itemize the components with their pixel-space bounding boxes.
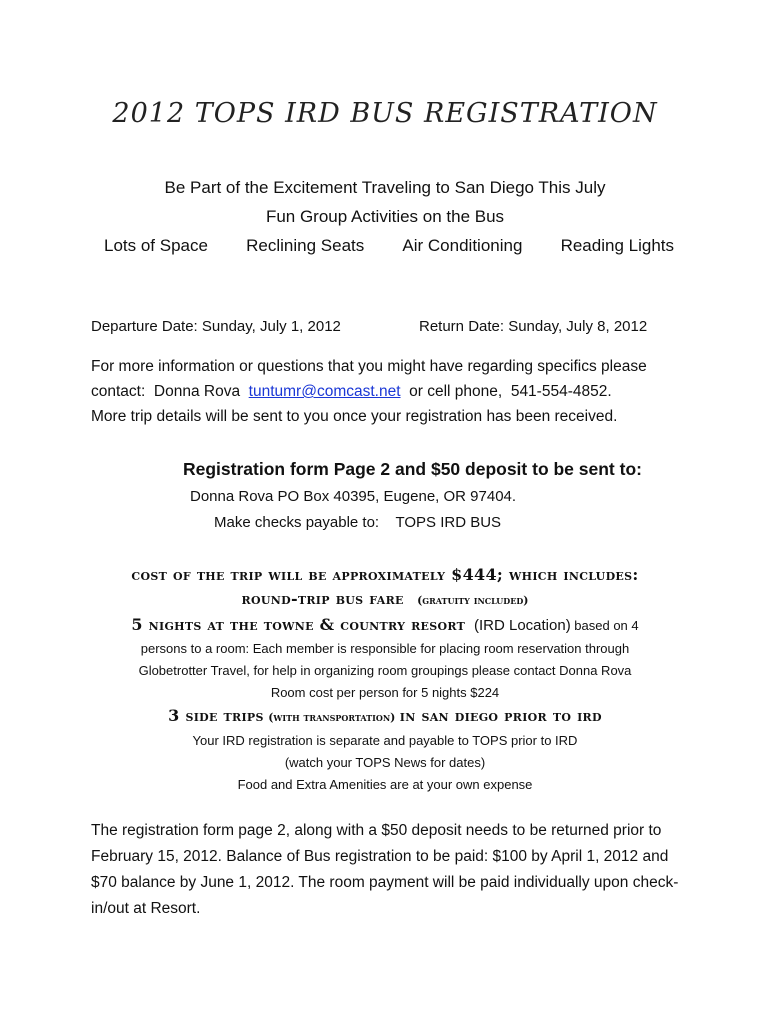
email-link[interactable]: tuntumr@comcast.net <box>248 383 401 400</box>
bus-fare-line <box>0 587 770 613</box>
watch-news-note: (watch your TOPS News for dates) <box>284 755 486 770</box>
bus-fare: round-trip bus fare <box>241 589 404 608</box>
contact-paragraph <box>91 354 691 429</box>
side-trips-location: in san diego prior to ird <box>399 706 602 725</box>
page-title: 2012 TOPS IRD BUS REGISTRATION <box>112 98 658 129</box>
cost-heading: cost of the trip will be approximately $444; which includes: <box>131 565 639 584</box>
room-line-1: persons to a room: Each member is responsible for placing room reservation through <box>140 641 630 656</box>
registration-heading: Registration form Page 2 and $50 deposit to be sent to: <box>183 459 642 479</box>
nights-line <box>0 613 770 638</box>
with-transportation: (with transportation) <box>268 711 396 724</box>
payment-paragraph: The registration form page 2, along with a $50 deposit needs to be returned prior to February 15, 2012. Balance of Bus registration to be paid: $100 by April 1, 2012 and $70 balance by June 1, 2012. The room payment will be paid individually upon check-in/out at Resort. <box>91 822 679 917</box>
nights-resort: 5 nights at the towne & country resort <box>131 615 466 634</box>
feature-seats: Reclining Seats <box>246 236 365 255</box>
feature-space: Lots of Space <box>104 236 208 255</box>
feature-ac: Air Conditioning <box>402 236 523 255</box>
gratuity-note: (gratuity included) <box>417 594 529 607</box>
contact-line-3: More trip details will be sent to you once your registration has been received. <box>91 408 618 425</box>
ird-registration-note: Your IRD registration is separate and payable to TOPS prior to IRD <box>192 733 578 748</box>
intro-line-excitement: Be Part of the Excitement Traveling to San Diego This July <box>164 178 606 197</box>
side-trips: 3 side trips <box>168 706 264 725</box>
food-note: Food and Extra Amenities are at your own expense <box>237 777 533 792</box>
return-date: Return Date: Sunday, July 8, 2012 <box>419 318 648 335</box>
cost-section <box>0 563 770 796</box>
feature-lights: Reading Lights <box>560 236 674 255</box>
contact-phone: or cell phone, 541-554-4852. <box>400 383 612 400</box>
checks-payable: Make checks payable to: TOPS IRD BUS <box>214 514 502 531</box>
room-line-2: Globetrotter Travel, for help in organizing room groupings please contact Donna Rova <box>138 663 632 678</box>
side-trips-line <box>0 704 770 730</box>
departure-date: Departure Date: Sunday, July 1, 2012 <box>91 318 341 335</box>
room-cost: Room cost per person for 5 nights $224 <box>270 685 500 700</box>
contact-name: contact: Donna Rova <box>91 383 249 400</box>
mailing-address: Donna Rova PO Box 40395, Eugene, OR 97404. <box>190 488 517 505</box>
features-row <box>104 236 674 256</box>
ird-location: (IRD Location) <box>473 617 571 634</box>
based-on: based on 4 <box>570 618 639 633</box>
contact-line-2 <box>91 379 691 404</box>
trip-dates <box>91 318 671 335</box>
intro-line-activities: Fun Group Activities on the Bus <box>265 207 505 226</box>
contact-line-1: For more information or questions that you might have regarding specifics please <box>91 358 647 375</box>
